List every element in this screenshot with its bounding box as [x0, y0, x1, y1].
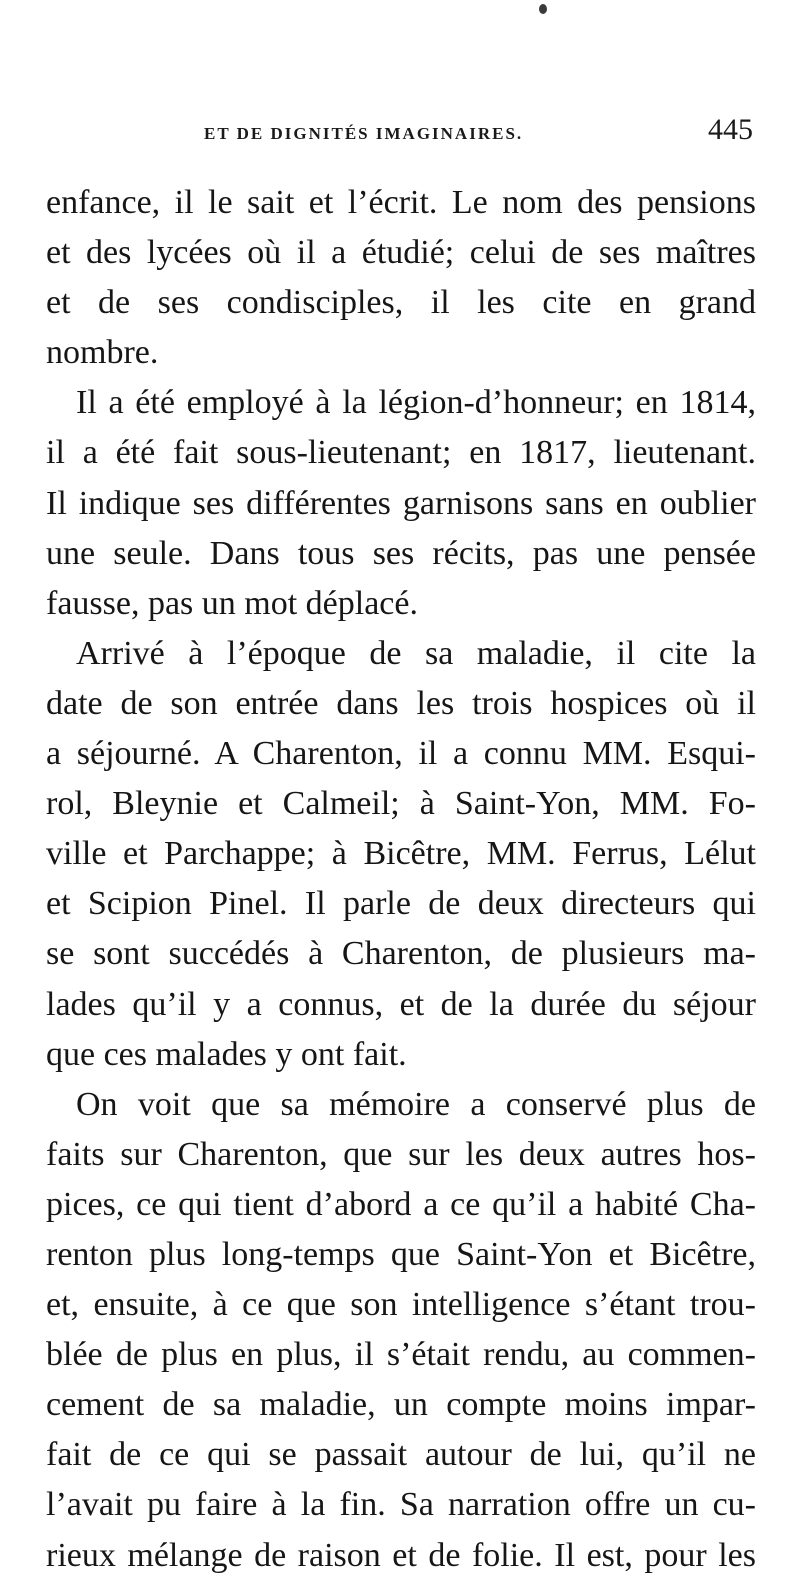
text-line: et, ensuite, à ce que son intelligence s’étant trou- [46, 1286, 756, 1324]
text-line: et Scipion Pinel. Il parle de deux directeurs qui [46, 885, 756, 923]
text-line: Il a été employé à la légion-d’honneur; en 1814, [76, 384, 756, 422]
text-line: que ces malades y ont fait. [46, 1035, 407, 1073]
text-line: cement de sa maladie, un compte moins impar- [46, 1386, 756, 1424]
text-line: blée de plus en plus, il s’était rendu, au commen- [46, 1336, 756, 1374]
text-line: et de ses condisciples, il les cite en grand [46, 284, 756, 322]
text-line: il a été fait sous-lieutenant; en 1817, lieutenant. [46, 434, 756, 472]
text-line: et des lycées où il a étudié; celui de ses maîtres [46, 234, 756, 272]
text-line: nombre. [46, 334, 159, 372]
text-line: fait de ce qui se passait autour de lui, qu’il ne [46, 1436, 756, 1474]
ink-speck [539, 4, 547, 14]
text-line: On voit que sa mémoire a conservé plus de [76, 1085, 756, 1123]
text-line: l’avait pu faire à la fin. Sa narration offre un cu- [46, 1486, 756, 1524]
running-head: ET DE DIGNITÉS IMAGINAIRES. [204, 124, 524, 143]
text-line: a séjourné. A Charenton, il a connu MM. Esqui- [46, 735, 756, 773]
text-line: rieux mélange de raison et de folie. Il est, pour les [46, 1536, 756, 1574]
text-line: pices, ce qui tient d’abord a ce qu’il a habité Cha- [46, 1185, 756, 1223]
page-number: 445 [708, 113, 753, 146]
text-line: ville et Parchappe; à Bicêtre, MM. Ferrus, Lélut [46, 835, 756, 873]
text-line: une seule. Dans tous ses récits, pas une pensée [46, 534, 756, 572]
text-line: Arrivé à l’époque de sa maladie, il cite la [76, 634, 756, 672]
text-line: se sont succédés à Charenton, de plusieurs ma- [46, 935, 756, 973]
text-line: fausse, pas un mot déplacé. [46, 584, 418, 622]
text-line: renton plus long-temps que Saint-Yon et Bicêtre, [46, 1235, 756, 1273]
text-line: lades qu’il y a connus, et de la durée du séjour [46, 985, 756, 1023]
body-text [46, 178, 756, 1581]
text-line: faits sur Charenton, que sur les deux autres hos- [46, 1135, 756, 1173]
text-line: enfance, il le sait et l’écrit. Le nom des pensions [46, 184, 756, 221]
text-line: Il indique ses différentes garnisons sans en oublier [46, 484, 756, 522]
text-line: rol, Bleynie et Calmeil; à Saint-Yon, MM. Fo- [46, 785, 756, 823]
text-line: date de son entrée dans les trois hospices où il [46, 684, 756, 722]
